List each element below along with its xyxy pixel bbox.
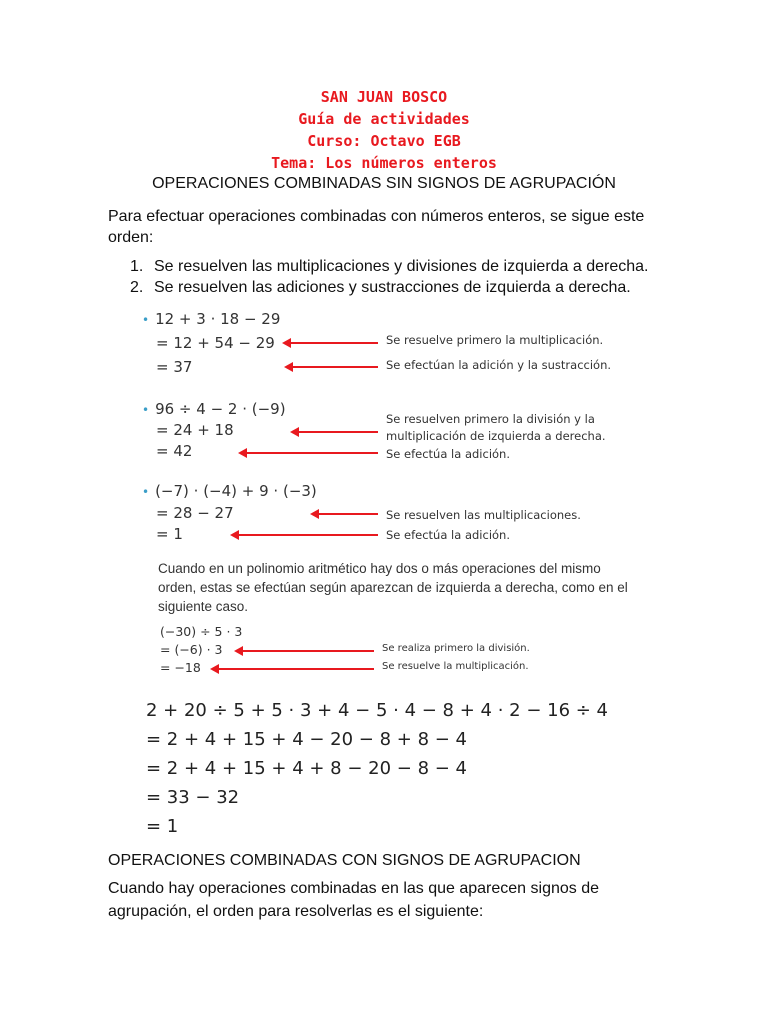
red-arrow-icon <box>318 513 378 515</box>
explanation-note: Se resuelve la multiplicación. <box>382 661 529 672</box>
school-name: SAN JUAN BOSCO <box>320 88 448 106</box>
course-label: Curso: Octavo EGB <box>307 132 461 150</box>
list-item: 1. Se resuelven las multiplicaciones y divisiones de izquierda a derecha. <box>130 258 649 275</box>
equation-line: = 24 + 18 <box>156 421 234 439</box>
equation-line: = 1 <box>146 816 179 837</box>
topic-label: Tema: Los números enteros <box>271 154 497 172</box>
bullet-icon: • <box>142 403 150 417</box>
equation-line: = 37 <box>156 358 193 376</box>
equation-line: 2 + 20 ÷ 5 + 5 · 3 + 4 − 5 · 4 − 8 + 4 · 2 − 16 ÷ 4 <box>146 700 609 721</box>
equation-line: = 1 <box>156 525 183 543</box>
bullet-icon: • <box>142 313 150 327</box>
equation-line: = 33 − 32 <box>146 787 240 808</box>
red-arrow-icon <box>218 668 374 670</box>
equation-line: • (−7) · (−4) + 9 · (−3) <box>142 482 317 500</box>
guide-title: Guía de actividades <box>298 110 470 128</box>
equation-line: = 2 + 4 + 15 + 4 − 20 − 8 + 8 − 4 <box>146 729 468 750</box>
equation-line: = 42 <box>156 442 193 460</box>
list-item: 2. Se resuelven las adiciones y sustracciones de izquierda a derecha. <box>130 279 631 296</box>
red-arrow-icon <box>292 366 378 368</box>
intro-paragraph: Para efectuar operaciones combinadas con números enteros, se sigue este orden: <box>108 208 645 246</box>
explanation-note: Se efectúa la adición. <box>386 447 510 461</box>
section2-intro: Cuando hay operaciones combinadas en las que aparecen signos de agrupación, el orden para resolverlas es el siguiente: <box>108 880 600 920</box>
equation-line: = −18 <box>160 660 201 675</box>
red-arrow-icon <box>238 534 378 536</box>
red-arrow-icon <box>290 342 378 344</box>
polynomial-note: Cuando en un polinomio aritmético hay dos o más operaciones del mismo orden, estas se efectúan según aparezcan de izquierda a derecha, como en el siguiente caso. <box>158 561 628 614</box>
explanation-note: Se resuelven primero la división y la multiplicación de izquierda a derecha. <box>386 412 606 443</box>
equation-line: • 12 + 3 · 18 − 29 <box>142 310 281 328</box>
red-arrow-icon <box>246 452 378 454</box>
explanation-note: Se efectúa la adición. <box>386 528 510 542</box>
explanation-note: Se resuelve primero la multiplicación. <box>386 333 604 347</box>
explanation-note: Se realiza primero la división. <box>382 643 530 654</box>
explanation-note: Se efectúan la adición y la sustracción. <box>386 358 612 372</box>
explanation-note: Se resuelven las multiplicaciones. <box>386 508 581 522</box>
equation-line: = 28 − 27 <box>156 504 234 522</box>
section1-title: OPERACIONES COMBINADAS SIN SIGNOS DE AGRUPACIÓN <box>152 175 616 192</box>
equation-line: = 2 + 4 + 15 + 4 + 8 − 20 − 8 − 4 <box>146 758 468 779</box>
equation-line: • 96 ÷ 4 − 2 · (−9) <box>142 400 286 418</box>
red-arrow-icon <box>242 650 374 652</box>
equation-line: (−30) ÷ 5 · 3 <box>160 624 243 639</box>
step-list <box>108 256 708 298</box>
equation-line: = (−6) · 3 <box>160 642 223 657</box>
bullet-icon: • <box>142 485 150 499</box>
equation-line: = 12 + 54 − 29 <box>156 334 275 352</box>
section2-title: OPERACIONES COMBINADAS CON SIGNOS DE AGRUPACION <box>108 852 581 869</box>
red-arrow-icon <box>298 431 378 433</box>
